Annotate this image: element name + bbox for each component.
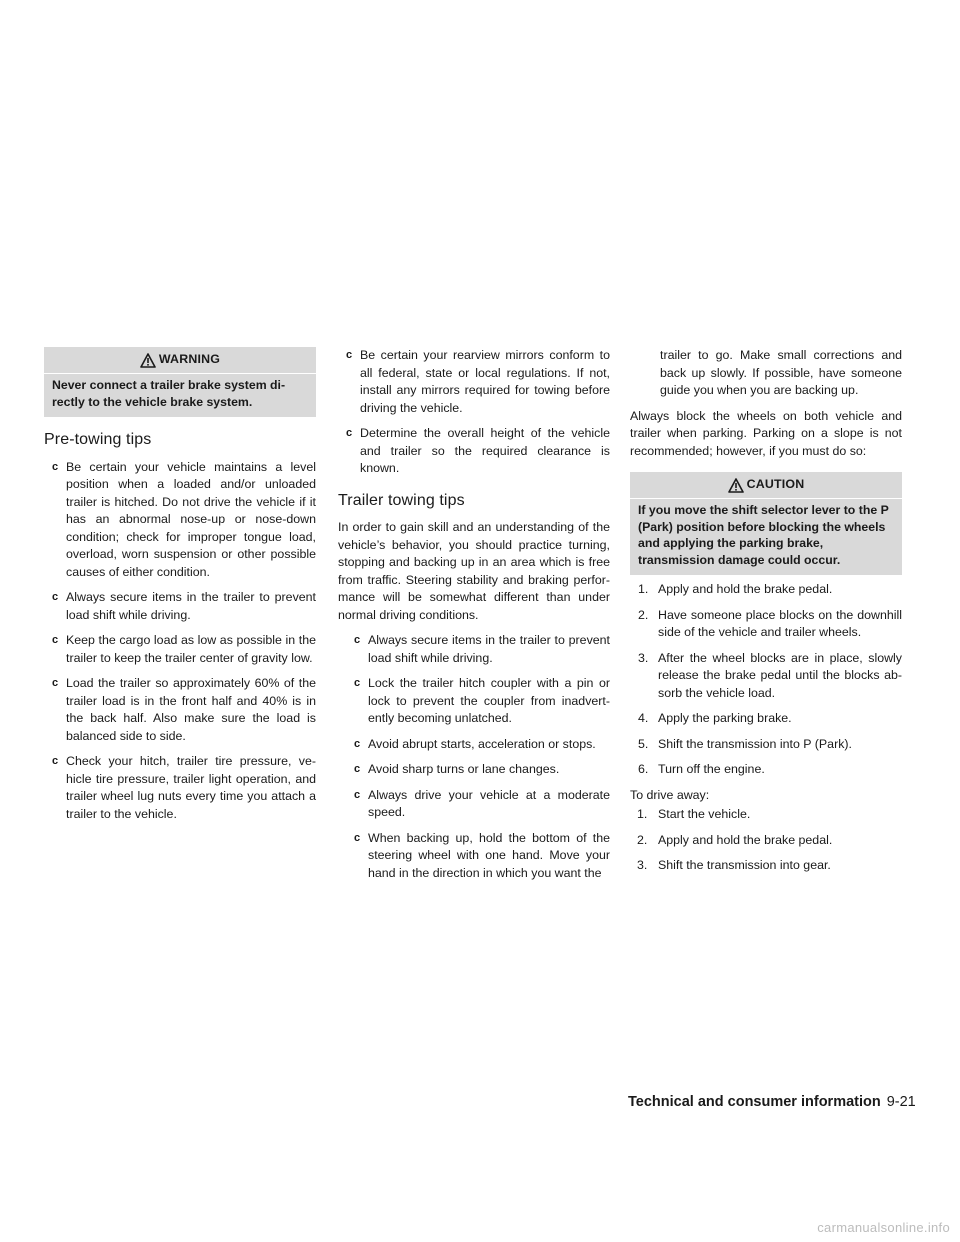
parking-text: Always block the wheels on both vehicle and trailer when parking. Parking on a slope is not recommended; however, if you must do so: — [630, 408, 902, 458]
list-item: c Check your hitch, trailer tire pressure, ve-hicle tire pressure, trailer light operation, and trailer wheel lug nuts every time you attach a trailer to the vehicle. — [44, 753, 316, 823]
caution-box — [630, 472, 902, 575]
list-item: 6. Turn off the engine. — [638, 762, 765, 776]
caution-title: CAUTION — [746, 477, 805, 492]
list-item: c Always secure items in the trailer to prevent load shift while driving. — [44, 589, 316, 624]
pretowing-heading: Pre-towing tips — [44, 431, 152, 448]
list-item: 3. Shift the transmission into gear. — [637, 858, 831, 872]
list-item: c Load the trailer so approximately 60% of the trailer load is in the front half and 40% is in the back half. Also make sure the load is balanced side to side. — [44, 675, 316, 745]
list-item: 1. Apply and hold the brake pedal. — [638, 582, 833, 596]
bullet-icon: c — [51, 460, 59, 473]
warning-title: WARNING — [158, 352, 221, 367]
towing-intro: In order to gain skill and an understanding of the vehicle’s behavior, you should practice turning, stopping and backing up in an area which is free from traffic. Steering stability and braking perfor-mance will be somewhat different than under normal driving conditions. — [338, 520, 610, 622]
list-item: c Avoid abrupt starts, acceleration or stops. — [338, 736, 610, 754]
towing-heading: Trailer towing tips — [338, 491, 465, 509]
caution-icon — [728, 478, 744, 493]
list-item: c Be certain your rearview mirrors conform to all federal, state or local regulations. If not, install any mirrors required for towing before driving the vehicle. — [338, 347, 610, 417]
bullet-icon: c — [353, 677, 361, 689]
parking-steps — [630, 581, 902, 779]
warning-header — [44, 347, 316, 373]
bullet-icon: c — [353, 763, 361, 775]
bullet-icon: c — [51, 677, 59, 689]
pretowing-list-continued — [338, 347, 610, 478]
bullet-icon: c — [51, 634, 59, 646]
column-1 — [44, 347, 316, 831]
drive-away-label: To drive away: — [630, 787, 710, 802]
warning-icon — [140, 353, 156, 368]
bullet-icon: c — [353, 737, 361, 750]
drive-away-steps — [630, 806, 902, 875]
bullet-icon: c — [51, 755, 59, 767]
list-item: 1. Start the vehicle. — [637, 807, 751, 821]
list-item: c When backing up, hold the bottom of the steering wheel with one hand. Move your hand in the direction in which you want the — [338, 830, 610, 883]
watermark: carmanualsonline.info — [817, 1220, 950, 1235]
list-item: 4. Apply the parking brake. — [638, 711, 792, 725]
list-item: c Keep the cargo load as low as possible in the trailer to keep the trailer center of gravity low. — [44, 632, 316, 667]
list-item: c Always drive your vehicle at a moderate speed. — [338, 787, 610, 822]
footer-section-title: Technical and consumer information — [628, 1094, 881, 1110]
column-3 — [630, 347, 902, 883]
list-item: c Be certain your vehicle maintains a level position when a loaded and/or unloaded trailer is hitched. Do not drive the vehicle if it has an abnormal nose-up or nose-down condition; check for improper tongue load, overload, worn suspension or other possible causes of either condition. — [44, 459, 316, 582]
caution-text: If you move the shift selector lever to the P (Park) position before blocking the wheels and applying the parking brake, transmission damage could occur. — [630, 498, 902, 575]
bullet-icon: c — [353, 634, 361, 646]
bullet-icon: c — [345, 349, 353, 361]
list-item: 2. Have someone place blocks on the downhill side of the vehicle and trailer wheels. — [638, 607, 902, 639]
list-item: c Always secure items in the trailer to prevent load shift while driving. — [338, 632, 610, 667]
towing-item-continued: trailer to go. Make small corrections and back up slowly. If possible, have someone guide you when you are backing up. — [660, 348, 902, 397]
list-item: c Avoid sharp turns or lane changes. — [338, 761, 610, 779]
bullet-icon: c — [345, 427, 353, 439]
bullet-icon: c — [51, 591, 59, 603]
column-2 — [338, 347, 610, 890]
bullet-icon: c — [353, 788, 361, 801]
list-item: 5. Shift the transmission into P (Park). — [638, 736, 852, 751]
warning-text: Never connect a trailer brake system di-rectly to the vehicle brake system. — [44, 373, 316, 417]
list-item: 3. After the wheel blocks are in place, slowly release the brake pedal until the blocks ab-sorb the vehicle load. — [638, 650, 902, 700]
bullet-icon: c — [353, 831, 361, 844]
list-item: c Determine the overall height of the vehicle and trailer so the required clearance is known. — [338, 425, 610, 478]
list-item: c Lock the trailer hitch coupler with a pin or lock to prevent the coupler from inadvert-ently becoming unlatched. — [338, 675, 610, 728]
warning-box — [44, 347, 316, 417]
page-number: 9-21 — [886, 1094, 916, 1110]
towing-list — [338, 632, 610, 882]
caution-header — [630, 472, 902, 498]
list-item: 2. Apply and hold the brake pedal. — [637, 832, 833, 847]
pretowing-list — [44, 459, 316, 824]
page-footer — [628, 1094, 918, 1110]
